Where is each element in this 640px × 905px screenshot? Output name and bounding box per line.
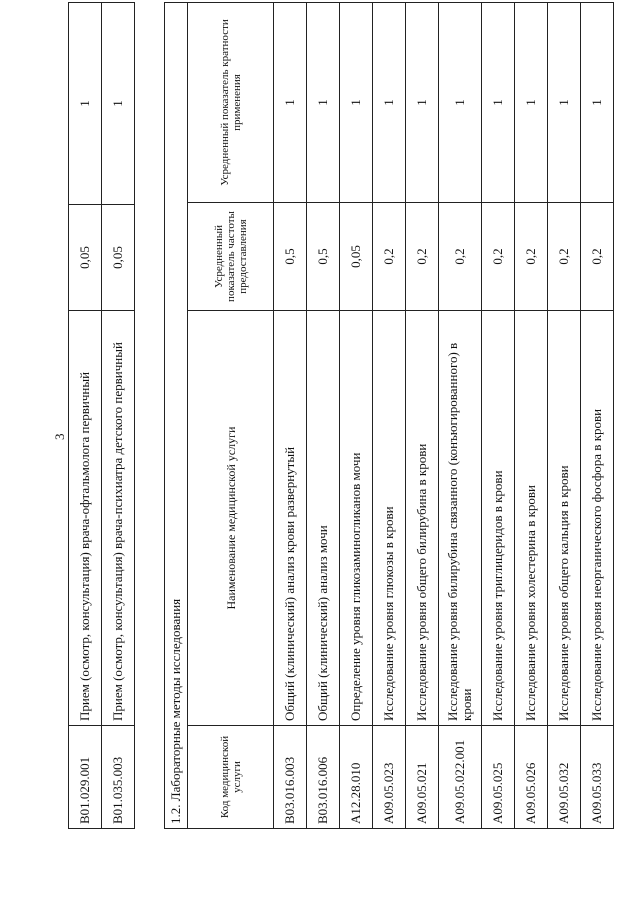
section-title-row [165, 3, 188, 829]
multiplicity-cell: 1 [548, 3, 581, 203]
code-cell: A09.05.032 [548, 726, 581, 829]
name-cell: Исследование уровня неорганического фосфора в крови [581, 311, 614, 726]
multiplicity-cell: 1 [340, 3, 373, 203]
name-cell: Прием (осмотр, консультация) врача-офтальмолога первичный [69, 311, 102, 726]
frequency-cell: 0,2 [406, 203, 439, 311]
table-row [406, 3, 439, 829]
table-row [69, 3, 102, 829]
multiplicity-cell: 1 [274, 3, 307, 203]
table-row [274, 3, 307, 829]
multiplicity-cell: 1 [581, 3, 614, 203]
name-cell: Исследование уровня триглицеридов в крови [482, 311, 515, 726]
table-row [307, 3, 340, 829]
multiplicity-cell: 1 [307, 3, 340, 203]
name-cell: Определение уровня гликозаминогликанов мочи [340, 311, 373, 726]
table-row [439, 3, 482, 829]
table-row [102, 3, 135, 829]
multiplicity-cell: 1 [515, 3, 548, 203]
multiplicity-cell: 1 [102, 3, 135, 205]
header-frequency: Усредненный показатель частоты предоставления [188, 203, 274, 311]
name-cell: Общий (клинический) анализ мочи [307, 311, 340, 726]
multiplicity-cell: 1 [439, 3, 482, 203]
frequency-cell: 0,2 [373, 203, 406, 311]
frequency-cell: 0,5 [274, 203, 307, 311]
frequency-cell: 0,2 [482, 203, 515, 311]
code-cell: A12.28.010 [340, 726, 373, 829]
page-number: 3 [52, 433, 67, 440]
name-cell: Исследование уровня общего билирубина в крови [406, 311, 439, 726]
lab-methods-table-body [165, 3, 614, 829]
table-row [482, 3, 515, 829]
multiplicity-cell: 1 [69, 3, 102, 205]
name-cell: Прием (осмотр, консультация) врача-психиатра детского первичный [102, 311, 135, 726]
multiplicity-cell: 1 [406, 3, 439, 203]
section-title: 1.2. Лабораторные методы исследования [165, 3, 188, 829]
frequency-cell: 0,5 [307, 203, 340, 311]
frequency-cell: 0,05 [102, 205, 135, 311]
code-cell: B03.016.003 [274, 726, 307, 829]
code-cell: B01.035.003 [102, 726, 135, 829]
frequency-cell: 0,2 [439, 203, 482, 311]
lab-methods-table [164, 2, 614, 829]
multiplicity-cell: 1 [373, 3, 406, 203]
name-cell: Исследование уровня общего кальция в крови [548, 311, 581, 726]
header-multiplicity: Усредненный показатель кратности применения [188, 3, 274, 203]
table-row [581, 3, 614, 829]
table-row [515, 3, 548, 829]
code-cell: A09.05.033 [581, 726, 614, 829]
header-code: Код медицинской услуги [188, 726, 274, 829]
services-table-top [68, 2, 135, 829]
name-cell: Исследование уровня холестерина в крови [515, 311, 548, 726]
code-cell: B01.029.001 [69, 726, 102, 829]
table-row [548, 3, 581, 829]
code-cell: A09.05.022.001 [439, 726, 482, 829]
table-row [340, 3, 373, 829]
multiplicity-cell: 1 [482, 3, 515, 203]
code-cell: A09.05.025 [482, 726, 515, 829]
frequency-cell: 0,2 [548, 203, 581, 311]
frequency-cell: 0,05 [69, 205, 102, 311]
header-name: Наименование медицинской услуги [188, 311, 274, 726]
name-cell: Исследование уровня билирубина связанного (конъюгированного) в крови [439, 311, 482, 726]
header-row [188, 3, 274, 829]
name-cell: Общий (клинический) анализ крови развернутый [274, 311, 307, 726]
table-row [373, 3, 406, 829]
code-cell: A09.05.021 [406, 726, 439, 829]
code-cell: A09.05.026 [515, 726, 548, 829]
services-table-top-body [69, 3, 135, 829]
code-cell: A09.05.023 [373, 726, 406, 829]
code-cell: B03.016.006 [307, 726, 340, 829]
name-cell: Исследование уровня глюкозы в крови [373, 311, 406, 726]
frequency-cell: 0,05 [340, 203, 373, 311]
frequency-cell: 0,2 [581, 203, 614, 311]
frequency-cell: 0,2 [515, 203, 548, 311]
